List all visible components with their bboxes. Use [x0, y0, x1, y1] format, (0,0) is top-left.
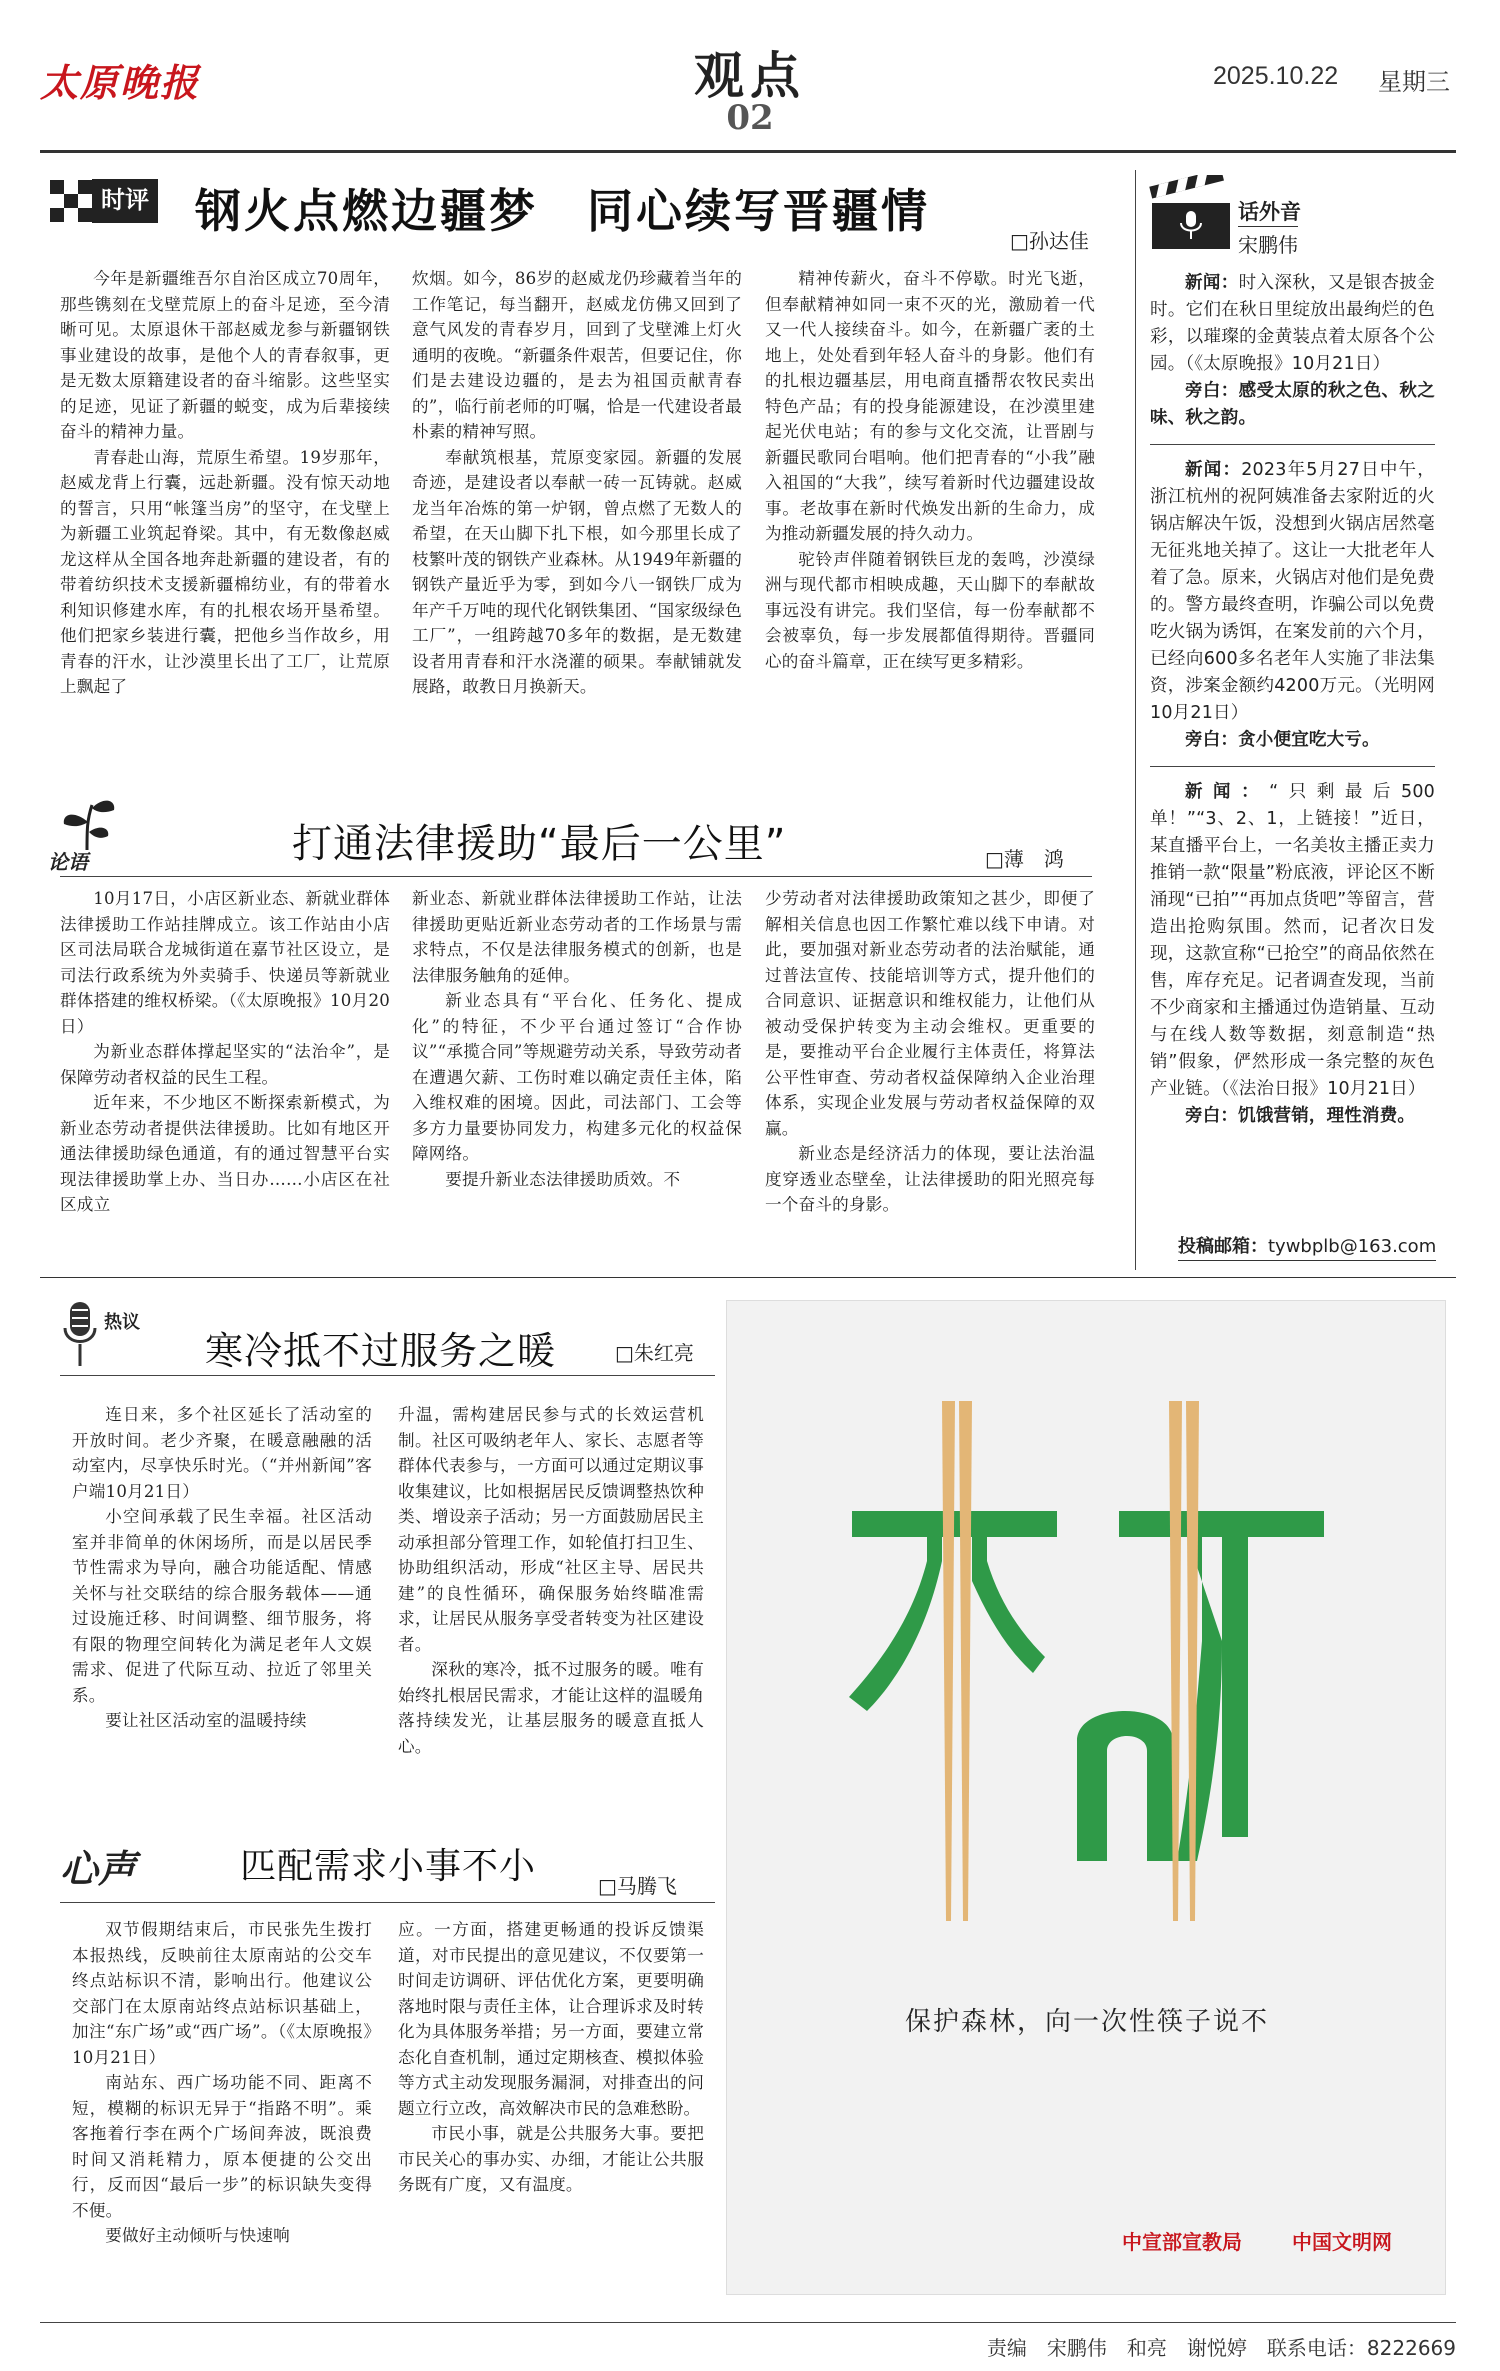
- article1-byline: □孙达佳: [1010, 229, 1089, 253]
- psa-org1: 中宣部宣教局: [1122, 2230, 1242, 2254]
- paragraph: 要提升新业态法律援助质效。不: [445, 1169, 681, 1189]
- paragraph: 少劳动者对法律援助政策知之甚少，即便了解相关信息也因工作繁忙难以线下申请。对此，要加强对新业态劳动者的法治赋能，通过普法宣传、技能培训等方式，提升他们的合同意识、证据意识和维权能力，让他们从被动受保护转变为主动会维权。更重要的是，要推动平台企业履行主体责任，将算法公平性审查、劳动者权益保障纳入企业治理体系，实现企业发展与劳动者权益保障的双赢。: [765, 889, 1095, 1138]
- masthead-logo: 太原晚报: [40, 60, 201, 105]
- psa-slogan: 保护森林，向一次性筷子说不: [904, 2007, 1269, 2037]
- sidebar-news: 新闻：“只剩最后500单！”“3、2、1，上链接！”近日，某直播平台上，一名美妆主播正卖力推销一款“限量”粉底液，评论区不断涌现“已拍”“再加点货吧”等留言，营造出抢购氛围。然而，记者次日发现，这款宣称“已抢空”的商品依然在售，库存充足。记者调查发现，当前不少商家和主播通过伪造销量、互动与在线人数等数据，刻意制造“热销”假象，俨然形成一条完整的灰色产业链。（《法治日报》10月21日）: [1150, 782, 1435, 1099]
- psa-org2: 中国文明网: [1292, 2230, 1392, 2254]
- paragraph: 升温，需构建居民参与式的长效运营机制。社区可吸纳老年人、家长、志愿者等群体代表参与，一方面可以通过定期议事收集建议，比如根据居民反馈调整热饮种类、增设亲子活动；另一方面鼓励居民主动承担部分管理工作，如轮值打扫卫生、协助组织活动，形成“社区主导、居民共建”的良性循环，确保服务始终瞄准需求，让居民从服务享受者转变为社区建设者。: [398, 1405, 704, 1654]
- paragraph: 连日来，多个社区延长了活动室的开放时间。老少齐聚，在暖意融融的活动室内，尽享快乐时光。（“并州新闻”客户端10月21日）: [72, 1405, 372, 1501]
- sidebar-author: 宋鹏伟: [1238, 226, 1298, 258]
- paragraph: 应。一方面，搭建更畅通的投诉反馈渠道，对市民提出的意见建议，不仅要第一时间走访调研、评估优化方案，更要明确落地时限与责任主体，让合理诉求及时转化为具体服务举措；另一方面，要建立常态化自查机制，通过定期核查、模拟体验等方式主动发现服务漏洞，对排查出的问题立行立改，高效解决市民的急难愁盼。: [398, 1920, 704, 2118]
- paragraph: 小空间承载了民生幸福。社区活动室并非简单的休闲场所，而是以居民季节性需求为导向，融合功能适配、情感关怀与社交联结的综合服务载体——通过设施迁移、时间调整、细节服务，将有限的物理空间转化为满足老年人文娱需求、促进了代际互动、拉近了邻里关系。: [72, 1507, 372, 1705]
- email-label: 投稿邮箱：: [1178, 1236, 1268, 1257]
- article3-col2: [398, 1402, 704, 1759]
- article3-rule: [60, 1375, 715, 1376]
- clapperboard-icon: [1148, 175, 1234, 253]
- article4-col1: [72, 1917, 372, 2249]
- sidebar-rule: [1150, 444, 1435, 445]
- paragraph: 近年来，不少地区不断探索新模式，为新业态劳动者提供法律援助。比如有地区开通法律援助绿色通道，有的通过智慧平台实现法律援助掌上办、当日办……小店区在社区成立: [60, 1093, 390, 1214]
- article1-col1: [60, 266, 390, 700]
- article2-rule: [60, 876, 1092, 877]
- article1-col2: [412, 266, 742, 700]
- paragraph: 新业态、新就业群体法律援助工作站，让法律援助更贴近新业态劳动者的工作场景与需求特点，不仅是法律服务模式的创新，也是法律服务触角的延伸。: [412, 889, 742, 985]
- paragraph: 要做好主动倾听与快速响: [105, 2226, 290, 2245]
- article2-col3: [765, 886, 1095, 1218]
- footer-credits: 责编 宋鹏伟 和亮 谢悦婷 联系电话：8222669: [986, 2336, 1456, 2360]
- article2-col1: [60, 886, 390, 1218]
- lunyu-tag: 论语: [48, 850, 88, 874]
- article3-col1: [72, 1402, 372, 1734]
- article2-title: 打通法律援助“最后一公里”: [292, 821, 787, 867]
- section-title: 观点: [694, 46, 806, 105]
- paragraph: 市民小事，就是公共服务大事。要把市民关心的事办实、办细，才能让公共服务既有广度，又有温度。: [398, 2124, 704, 2194]
- psa-poster: [726, 1300, 1446, 2295]
- microphone-icon: [60, 1300, 100, 1370]
- sidebar-pangbai: 旁白：感受太原的秋之色、秋之味、秋之韵。: [1150, 381, 1435, 428]
- paragraph: 驼铃声伴随着钢铁巨龙的轰鸣，沙漠绿洲与现代都市相映成趣，天山脚下的奉献故事远没有讲完。我们坚信，每一份奉献都不会被辜负，每一步发展都值得期待。晋疆同心的奋斗篇章，正在续写更多精彩。: [765, 549, 1095, 671]
- article2-byline: □薄 鸿: [985, 847, 1064, 871]
- email-address: tywbplb@163.com: [1268, 1236, 1437, 1257]
- section-divider: [40, 1277, 1456, 1278]
- paragraph: 精神传薪火，奋斗不停歇。时光飞逝，但奉献精神如同一束不灭的光，激励着一代又一代人接续奋斗。如今，在新疆广袤的土地上，处处看到年轻人奋斗的身影。他们有的扎根边疆基层，用电商直播帮农牧民卖出特色产品；有的投身能源建设，在沙漠里建起光伏电站；有的参与文化交流，让晋剧与新疆民歌同台唱响。他们把青春的“小我”融入祖国的“大我”，续写着新时代边疆建设故事。老故事在新时代焕发出新的生命力，成为推动新疆发展的持久动力。: [765, 269, 1095, 543]
- paragraph: 10月17日，小店区新业态、新就业群体法律援助工作站挂牌成立。该工作站由小店区司法局联合龙城街道在嘉节社区设立，是司法行政系统为外卖骑手、快递员等新就业群体搭建的维权桥梁。（《太原晚报》10月20日）: [60, 889, 390, 1036]
- sidebar-news: 新闻：2023年5月27日中午，浙江杭州的祝阿姨准备去家附近的火锅店解决午饭，没想到火锅店居然毫无征兆地关掉了。这让一大批老年人着了急。原来，火锅店对他们是免费的。警方最终查明，诈骗公司以免费吃火锅为诱饵，在案发前的六个月，已经向600多名老年人实施了非法集资，涉案金额约4200万元。（光明网10月21日）: [1150, 460, 1435, 723]
- paragraph: 奉献筑根基，荒原变家园。新疆的发展奇迹，是建设者以奉献一砖一瓦铸就。赵威龙当年冶炼的第一炉钢，曾点燃了无数人的希望，在天山脚下扎下根，如今那里长成了枝繁叶茂的钢铁产业森林。从1949年新疆的钢铁产量近乎为零，到如今八一钢铁厂成为年产千万吨的现代化钢铁集团、“国家级绿色工厂”，一组跨越70多年的数据，是无数建设者用青春和汗水浇灌的硕果。奉献铺就发展路，敢教日月换新天。: [412, 447, 742, 696]
- sidebar-pangbai: 旁白：饥饿营销，理性消费。: [1185, 1106, 1416, 1126]
- paragraph: 要让社区活动室的温暖持续: [105, 1711, 307, 1730]
- paragraph: 炊烟。如今，86岁的赵威龙仍珍藏着当年的工作笔记，每当翻开，赵威龙仿佛又回到了意气风发的青春岁月，回到了戈壁滩上灯火通明的夜晚。“新疆条件艰苦，但要记住，你们是去建设边疆的，是去为祖国贡献青春的”，临行前老师的叮嘱，恰是一代建设者最朴素的精神写照。: [412, 269, 742, 441]
- paragraph: 为新业态群体撑起坚实的“法治伞”，是保障劳动者权益的民生工程。: [60, 1042, 390, 1087]
- page-number: 02: [726, 98, 774, 138]
- paragraph: 双节假期结束后，市民张先生拨打本报热线，反映前往太原南站的公交车终点站标识不清，影响出行。他建议公交部门在太原南站终点站标识基础上，加注“东广场”或“西广场”。（《太原晚报》10月21日）: [72, 1920, 372, 2067]
- sidebar-pangbai: 旁白：贪小便宜吃大亏。: [1185, 730, 1380, 750]
- shiping-tag: 时评: [101, 186, 149, 214]
- reyi-tag: 热议: [104, 1312, 140, 1333]
- paragraph: 新业态具有“平台化、任务化、提成化”的特征，不少平台通过签订“合作协议”“承揽合同”等规避劳动关系，导致劳动者在遭遇欠薪、工伤时难以确定责任主体，陷入维权难的困境。因此，司法部门、工会等多方力量要协同发力，构建多元化的权益保障网络。: [412, 991, 742, 1163]
- submission-email: [1178, 1232, 1436, 1261]
- forest-chopsticks-illustration: [727, 1301, 1447, 2296]
- issue-weekday: 星期三: [1378, 68, 1450, 96]
- paragraph: 新业态是经济活力的体现，要让法治温度穿透业态壁垒，让法律援助的阳光照亮每一个奋斗的身影。: [765, 1144, 1095, 1214]
- sidebar-news: 新闻：时入深秋，又是银杏披金时。它们在秋日里绽放出最绚烂的色彩，以璀璨的金黄装点着太原各个公园。（《太原晚报》10月21日）: [1150, 273, 1435, 374]
- article3-byline: □朱红亮: [615, 1341, 694, 1365]
- article1-col3: [765, 266, 1095, 674]
- paragraph: 今年是新疆维吾尔自治区成立70周年，那些镌刻在戈壁荒原上的奋斗足迹，至今清晰可见。太原退休干部赵威龙参与新疆钢铁事业建设的故事，是他个人的青春叙事，更是无数太原籍建设者的奋斗缩影。这些坚实的足迹，见证了新疆的蜕变，成为后辈接续奋斗的精神力量。: [60, 269, 390, 441]
- paragraph: 南站东、西广场功能不同、距离不短，模糊的标识无异于“指路不明”。乘客拖着行李在两个广场间奔波，既浪费时间又消耗精力，原本便捷的公交出行，反而因“最后一步”的标识缺失变得不便。: [72, 2073, 372, 2220]
- sidebar-divider: [1135, 170, 1136, 1270]
- article1-title: 钢火点燃边疆梦 同心续写晋疆情: [195, 184, 930, 238]
- article2-col2: [412, 886, 742, 1192]
- footer-rule: [40, 2322, 1456, 2323]
- article4-rule: [60, 1902, 715, 1903]
- sidebar-content: [1150, 270, 1435, 1130]
- article3-title: 寒冷抵不过服务之暖: [205, 1329, 557, 1373]
- sidebar-tag: 话外音: [1238, 200, 1301, 224]
- paragraph: 青春赴山海，荒原生希望。19岁那年，赵威龙背上行囊，远赴新疆。没有惊天动地的誓言，只用“帐篷当房”的坚守，在戈壁上为新疆工业筑起脊梁。其中，有无数像赵威龙这样从全国各地奔赴新疆的建设者，有的带着纺织技术支援新疆棉纺业，有的带着水利知识修建水库，有的扎根农场开垦希望。他们把家乡装进行囊，把他乡当作故乡，用青春的汗水，让沙漠里长出了工厂，让荒原上飘起了: [60, 447, 390, 696]
- issue-date: 2025.10.22: [1213, 62, 1339, 90]
- article4-title: 匹配需求小事不小: [240, 1846, 537, 1887]
- xinsheng-tag: 心声: [60, 1847, 137, 1891]
- article4-col2: [398, 1917, 704, 2198]
- sidebar-rule: [1150, 766, 1435, 767]
- header-rule: [40, 150, 1456, 153]
- paragraph: 深秋的寒冷，抵不过服务的暖。唯有始终扎根居民需求，才能让这样的温暖角落持续发光，让基层服务的暖意直抵人心。: [398, 1660, 704, 1756]
- article4-byline: □马腾飞: [598, 1874, 677, 1898]
